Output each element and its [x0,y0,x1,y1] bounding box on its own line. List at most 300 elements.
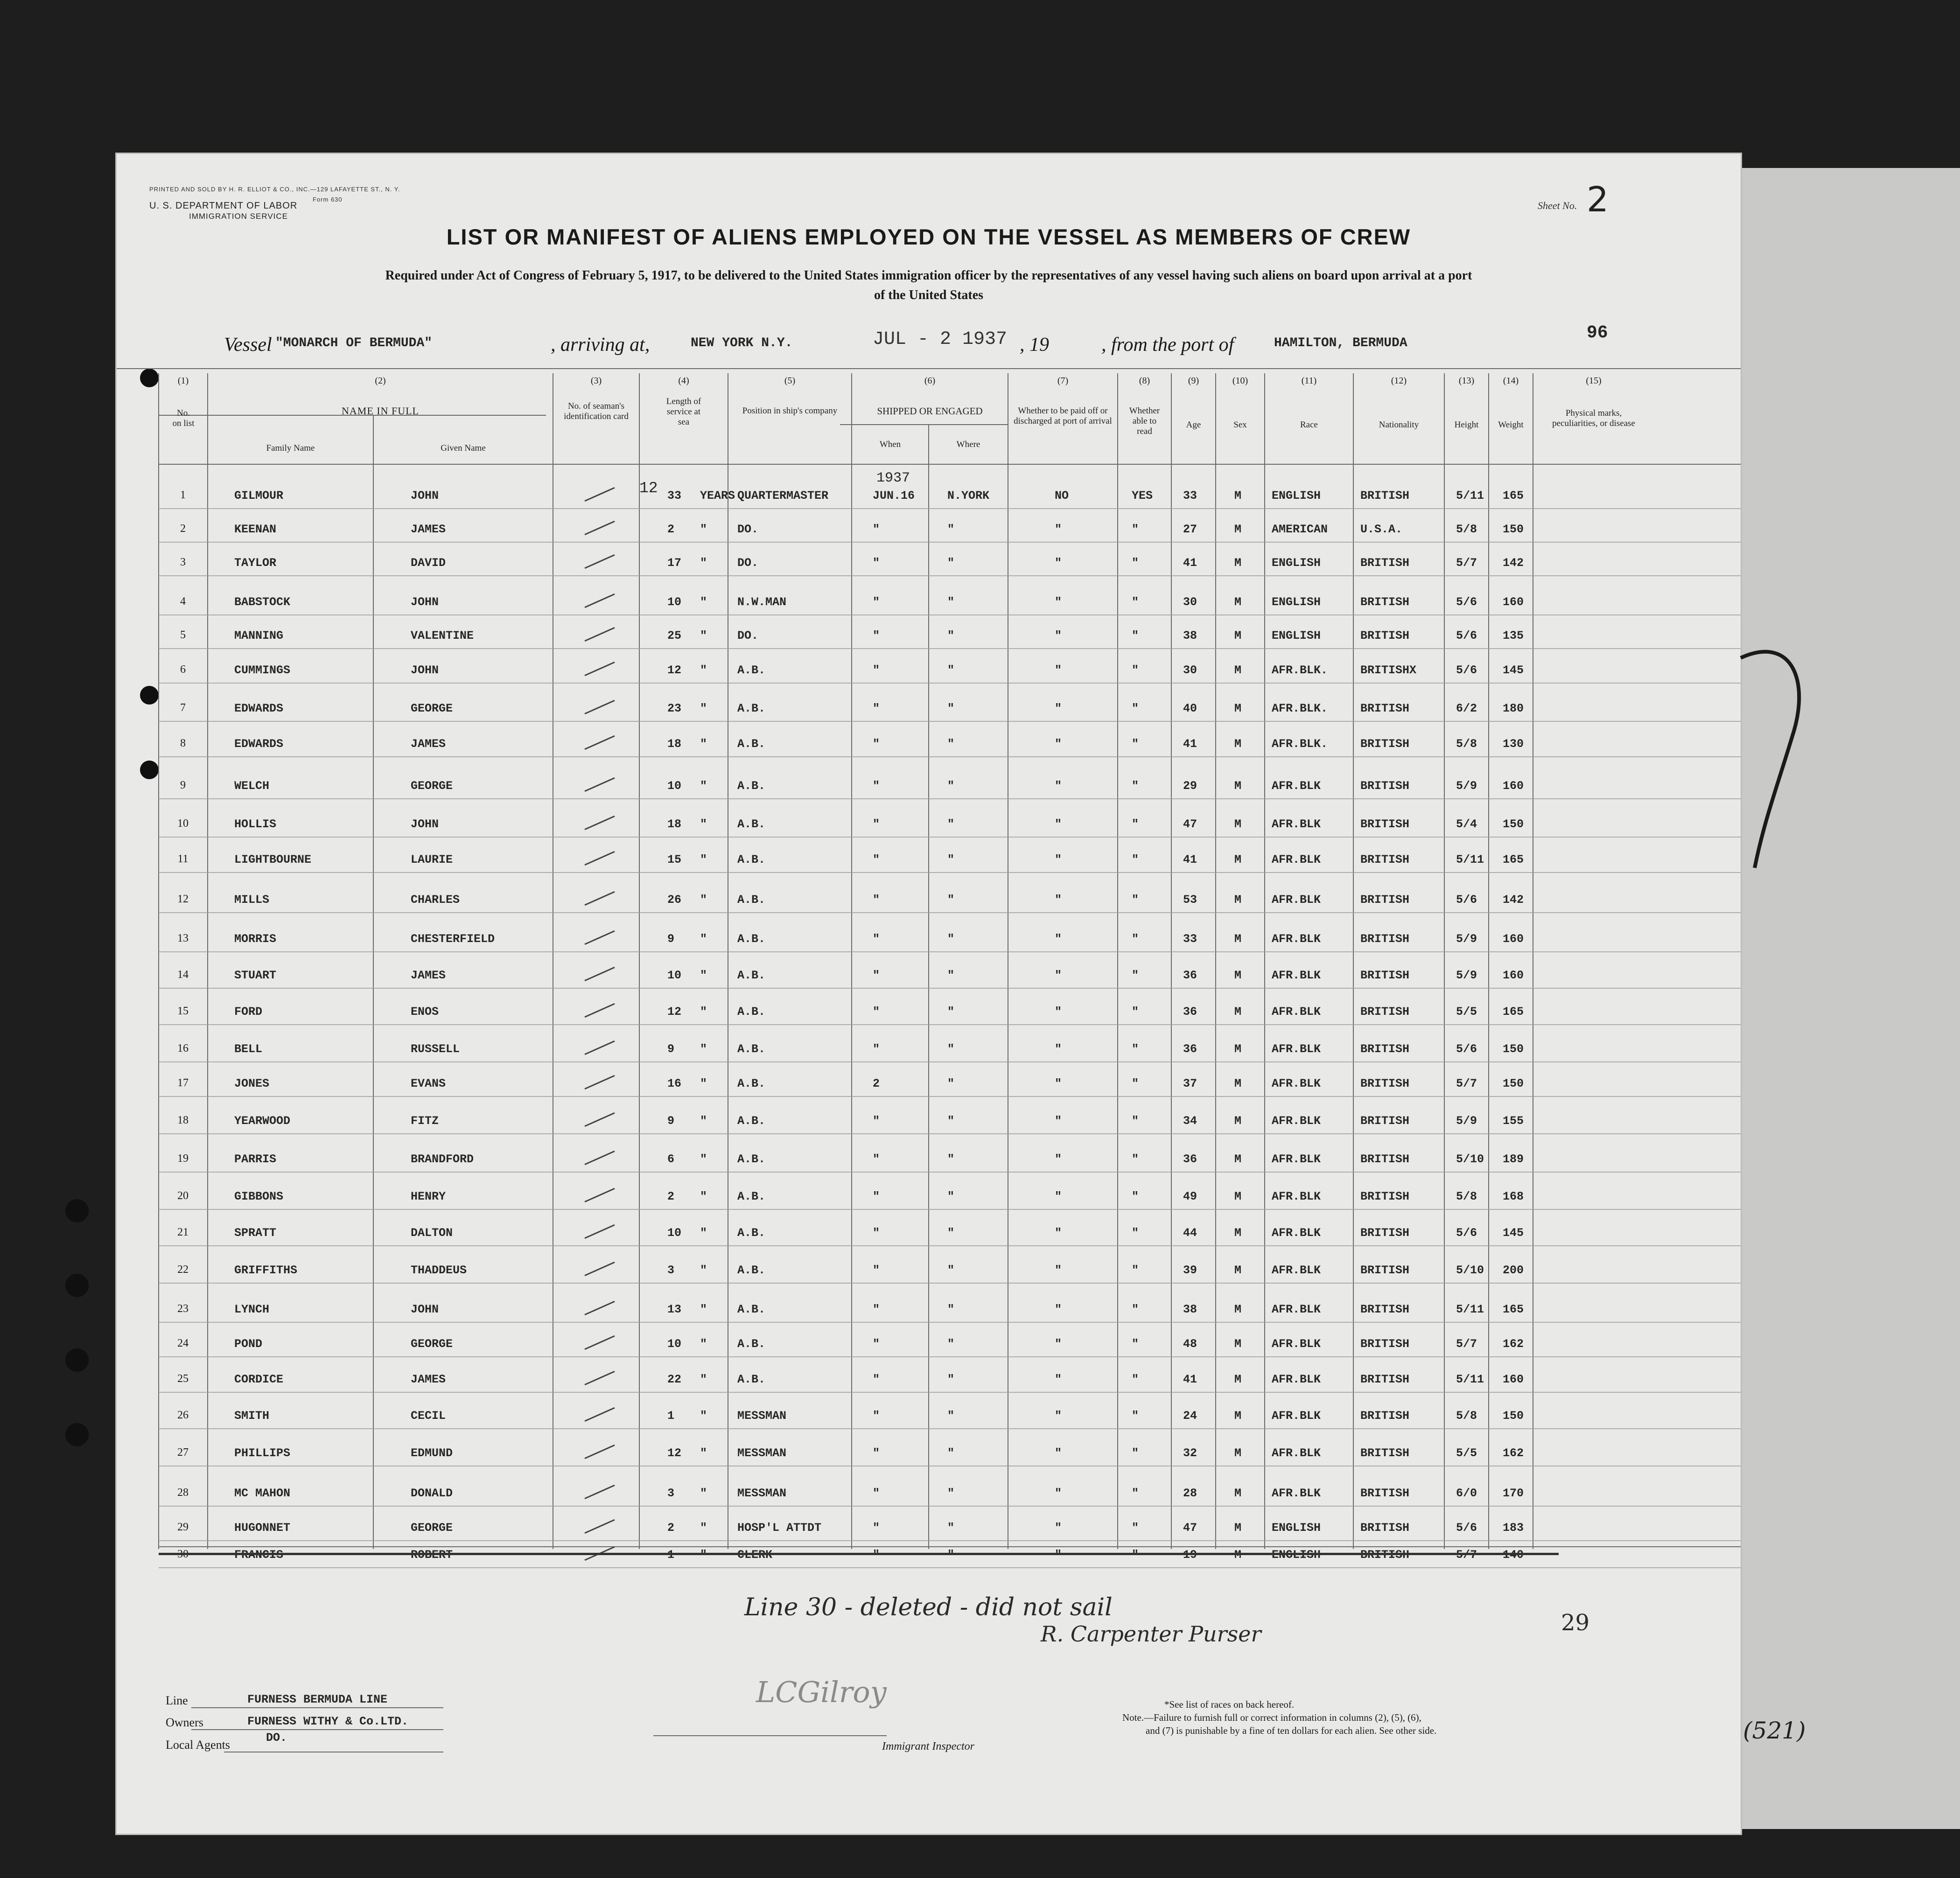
paid-off-cell: " [1055,556,1062,570]
height-cell: 5/6 [1456,595,1477,609]
shipped-where-cell: " [947,523,955,536]
shipped-where-cell: " [947,853,955,866]
race-cell: AFR.BLK [1272,1409,1321,1423]
service-length-cell: 18 [667,817,682,831]
checkmark-icon [584,487,615,502]
given-name-cell: ENOS [411,1005,439,1019]
checkmark-icon [584,851,615,866]
position-cell: A.B. [737,1042,766,1056]
sex-cell: M [1234,1190,1242,1203]
service-unit-cell: " [700,1152,707,1166]
height-cell: 5/9 [1456,969,1477,982]
able-to-read-cell: " [1132,1487,1139,1500]
row-number: 26 [177,1409,189,1421]
weight-cell: 160 [1503,595,1524,609]
checkmark-icon [584,777,615,792]
nationality-cell: BRITISH [1360,489,1410,503]
height-cell: 5/7 [1456,1337,1477,1351]
agents-label: Local Agents [166,1738,230,1752]
age-cell: 38 [1183,1303,1197,1316]
col13-number: (13) [1458,376,1475,386]
vessel-label: Vessel [224,334,272,356]
age-cell: 41 [1183,737,1197,751]
col5-number: (5) [784,376,796,386]
checkmark-icon [584,816,615,830]
race-cell: AFR.BLK [1272,1487,1321,1500]
sex-cell: M [1234,556,1242,570]
age-cell: 28 [1183,1487,1197,1500]
given-name-cell: EDMUND [411,1446,453,1460]
row-strikethrough [159,1553,1559,1555]
weight-cell: 160 [1503,779,1524,793]
service-length-cell: 13 [667,1303,682,1316]
sex-cell: M [1234,737,1242,751]
nationality-cell: BRITISH [1360,817,1410,831]
col4-number: (4) [678,376,689,386]
paid-off-cell: " [1055,932,1062,946]
age-cell: 32 [1183,1446,1197,1460]
nationality-cell: BRITISH [1360,1409,1410,1423]
nationality-cell: BRITISH [1360,893,1410,907]
sex-cell: M [1234,817,1242,831]
service-unit-cell: " [700,523,707,536]
given-name-cell: EVANS [411,1077,446,1090]
races-note: *See list of races on back hereof. [1164,1699,1295,1710]
shipped-when-cell: " [873,1114,880,1128]
age-cell: 36 [1183,1152,1197,1166]
family-name-cell: STUART [234,969,277,982]
service-length-cell: 10 [667,1226,682,1240]
checkmark-icon [584,593,615,608]
shipped-where-cell: " [947,893,955,907]
shipped-when-cell: " [873,595,880,609]
shipped-when-cell: " [873,1409,880,1423]
age-cell: 53 [1183,893,1197,907]
checkmark-icon [584,1075,615,1089]
header-shipped-engaged: SHIPPED OR ENGAGED [877,405,983,417]
given-name-cell: JOHN [411,663,439,677]
row-number: 4 [180,595,186,607]
shipped-when-cell: " [873,1521,880,1535]
weight-cell: 189 [1503,1152,1524,1166]
checkmark-icon [584,554,615,569]
height-cell: 5/6 [1456,1226,1477,1240]
position-cell: A.B. [737,1226,766,1240]
paid-off-cell: " [1055,1487,1062,1500]
row-number: 7 [180,702,186,714]
age-cell: 41 [1183,556,1197,570]
shipped-when-cell: " [873,779,880,793]
nationality-cell: BRITISH [1360,1303,1410,1316]
shipped-where-cell: " [947,1373,955,1386]
family-name-cell: PARRIS [234,1152,277,1166]
inspector-signature: LCGilroy [756,1675,887,1709]
col12-number: (12) [1391,376,1407,386]
checkmark-icon [584,1224,615,1239]
paid-off-cell: " [1055,1337,1062,1351]
service-length-cell: 25 [667,629,682,642]
service-unit-cell: " [700,663,707,677]
service-length-cell: 12 [667,1005,682,1019]
race-cell: AFR.BLK [1272,1005,1321,1019]
shipped-where-cell: " [947,779,955,793]
given-name-cell: JOHN [411,817,439,831]
service-unit-cell: " [700,702,707,715]
paid-off-cell: " [1055,737,1062,751]
family-name-cell: CORDICE [234,1373,284,1386]
service-length-cell: 2 [667,1521,675,1535]
sex-cell: M [1234,1446,1242,1460]
punch-hole [65,1423,89,1446]
line-value: FURNESS BERMUDA LINE [247,1693,388,1706]
family-name-cell: CUMMINGS [234,663,291,677]
family-name-cell: BELL [234,1042,263,1056]
able-to-read-cell: " [1132,1077,1139,1090]
shipped-where-cell: " [947,1264,955,1277]
position-cell: DO. [737,629,759,642]
nationality-cell: BRITISH [1360,932,1410,946]
race-cell: ENGLISH [1272,1521,1321,1535]
position-cell: A.B. [737,1337,766,1351]
header-paid-off: Whether to be paid off or discharged at port of arrival [1014,406,1112,426]
able-to-read-cell: " [1132,629,1139,642]
position-cell: A.B. [737,1303,766,1316]
shipped-where-cell: " [947,1152,955,1166]
shipped-where-cell: " [947,663,955,677]
weight-cell: 165 [1503,853,1524,866]
height-cell: 5/7 [1456,1077,1477,1090]
height-cell: 5/6 [1456,893,1477,907]
row-number: 3 [180,556,186,568]
service-unit-cell: " [700,1042,707,1056]
nationality-cell: BRITISH [1360,1264,1410,1277]
service-length-cell: 3 [667,1487,675,1500]
sheet-number-value: 2 [1587,180,1609,220]
family-name-cell: FORD [234,1005,263,1019]
row-number: 20 [177,1190,189,1202]
age-cell: 24 [1183,1409,1197,1423]
nationality-cell: BRITISH [1360,1487,1410,1500]
checkmark-icon [584,967,615,981]
nationality-cell: BRITISH [1360,702,1410,715]
shipped-when-cell: " [873,1264,880,1277]
shipped-when-cell: " [873,702,880,715]
age-cell: 47 [1183,817,1197,831]
paid-off-cell: " [1055,817,1062,831]
shipped-where-cell: " [947,1114,955,1128]
shipped-when-cell: " [873,932,880,946]
weight-cell: 150 [1503,1409,1524,1423]
form-number: Form 630 [313,196,343,203]
shipped-where-cell: " [947,1487,955,1500]
row-number: 23 [177,1303,189,1315]
able-to-read-cell: " [1132,1152,1139,1166]
height-cell: 5/11 [1456,853,1484,866]
row-number: 1 [180,489,186,501]
shipped-when-cell: " [873,523,880,536]
checkmark-icon [584,930,615,945]
service-unit-cell: YEARS [700,489,735,503]
age-cell: 41 [1183,853,1197,866]
family-name-cell: HOLLIS [234,817,277,831]
race-cell: AFR.BLK [1272,1114,1321,1128]
able-to-read-cell: " [1132,932,1139,946]
header-nationality: Nationality [1379,420,1419,430]
position-cell: A.B. [737,853,766,866]
weight-cell: 145 [1503,663,1524,677]
sex-cell: M [1234,702,1242,715]
position-cell: A.B. [737,1190,766,1203]
family-name-cell: BABSTOCK [234,595,291,609]
header-age: Age [1186,420,1201,430]
race-cell: AFR.BLK [1272,817,1321,831]
shipped-where-cell: " [947,1337,955,1351]
service-unit-cell: " [700,595,707,609]
service-unit-cell: " [700,893,707,907]
page-code: 96 [1587,323,1608,343]
line-label: Line [166,1694,188,1707]
punch-hole [140,686,159,705]
able-to-read-cell: " [1132,1446,1139,1460]
race-cell: AFR.BLK [1272,1190,1321,1203]
race-cell: AFR.BLK [1272,1152,1321,1166]
sex-cell: M [1234,1077,1242,1090]
arriving-label: , arriving at, [551,334,650,356]
service-length-cell: 6 [667,1152,675,1166]
col8-number: (8) [1139,376,1150,386]
family-name-cell: GIBBONS [234,1190,284,1203]
age-cell: 36 [1183,1005,1197,1019]
sex-cell: M [1234,893,1242,907]
age-cell: 34 [1183,1114,1197,1128]
age-cell: 33 [1183,489,1197,503]
given-name-cell: CHARLES [411,893,460,907]
header-shipped-when: When [879,440,901,449]
height-cell: 5/6 [1456,663,1477,677]
height-cell: 5/10 [1456,1152,1484,1166]
sex-cell: M [1234,1226,1242,1240]
paid-off-cell: " [1055,1114,1062,1128]
height-cell: 5/5 [1456,1446,1477,1460]
given-name-cell: GEORGE [411,779,453,793]
weight-cell: 165 [1503,489,1524,503]
nationality-cell: BRITISH [1360,1226,1410,1240]
family-name-cell: POND [234,1337,263,1351]
paid-off-cell: " [1055,595,1062,609]
sex-cell: M [1234,969,1242,982]
service-length-cell: 12 [667,663,682,677]
checkmark-icon [584,1407,615,1422]
race-cell: AFR.BLK. [1272,702,1328,715]
weight-cell: 142 [1503,556,1524,570]
shipped-when-cell: " [873,1446,880,1460]
shipped-where-cell: " [947,1190,955,1203]
weight-cell: 160 [1503,1373,1524,1386]
race-cell: AFR.BLK [1272,1226,1321,1240]
able-to-read-cell: " [1132,853,1139,866]
punch-hole [65,1348,89,1372]
family-name-cell: SPRATT [234,1226,277,1240]
header-name-in-full: NAME IN FULL [342,405,419,417]
position-cell: A.B. [737,817,766,831]
position-cell: A.B. [737,1077,766,1090]
header-sex: Sex [1233,420,1247,430]
service-unit-cell: " [700,969,707,982]
punch-hole [140,761,159,779]
given-name-cell: LAURIE [411,853,453,866]
position-cell: A.B. [737,1005,766,1019]
row-number: 6 [180,663,186,676]
shipped-year: 1937 [876,470,910,486]
service-length-cell: 2 [667,1190,675,1203]
age-cell: 29 [1183,779,1197,793]
given-name-cell: JAMES [411,523,446,536]
age-cell: 48 [1183,1337,1197,1351]
service-unit-cell: " [700,629,707,642]
paid-off-cell: " [1055,1152,1062,1166]
service-unit-cell: " [700,1373,707,1386]
race-cell: AFR.BLK. [1272,663,1328,677]
paid-off-cell: " [1055,1303,1062,1316]
race-cell: AFR.BLK [1272,932,1321,946]
paid-off-cell: " [1055,779,1062,793]
row-number: 16 [177,1042,189,1054]
service-unit-cell: " [700,779,707,793]
weight-cell: 145 [1503,1226,1524,1240]
row-number: 27 [177,1446,189,1459]
weight-cell: 160 [1503,932,1524,946]
shipped-when-cell: " [873,1303,880,1316]
header-shipped-where: Where [956,440,980,449]
nationality-cell: BRITISH [1360,1373,1410,1386]
age-cell: 36 [1183,1042,1197,1056]
sex-cell: M [1234,1521,1242,1535]
paid-off-cell: " [1055,1409,1062,1423]
paid-off-cell: " [1055,1264,1062,1277]
position-cell: DO. [737,523,759,536]
race-cell: ENGLISH [1272,629,1321,642]
shipped-where-cell: " [947,1077,955,1090]
service-length-cell: 17 [667,556,682,570]
race-cell: AFR.BLK [1272,1446,1321,1460]
row-number: 18 [177,1114,189,1126]
given-name-cell: CECIL [411,1409,446,1423]
nationality-cell: BRITISH [1360,1114,1410,1128]
header-length-of-service: Length of service at sea [666,397,701,427]
race-cell: AMERICAN [1272,523,1328,536]
weight-cell: 162 [1503,1337,1524,1351]
family-name-cell: EDWARDS [234,702,284,715]
shipped-where-cell: " [947,1226,955,1240]
col11-number: (11) [1301,376,1317,386]
service-length-cell: 12 [667,1446,682,1460]
given-name-cell: CHESTERFIELD [411,932,495,946]
shipped-when-cell: " [873,1487,880,1500]
shipped-where-cell: " [947,595,955,609]
sex-cell: M [1234,663,1242,677]
service-unit-cell: " [700,556,707,570]
shipped-when-cell: " [873,1042,880,1056]
weight-cell: 165 [1503,1303,1524,1316]
row-number: 22 [177,1264,189,1276]
form-title: LIST OR MANIFEST OF ALIENS EMPLOYED ON THE VESSEL AS MEMBERS OF CREW [446,224,1411,249]
checkmark-icon [584,1485,615,1499]
col15-number: (15) [1586,376,1602,386]
race-cell: AFR.BLK [1272,1373,1321,1386]
row-number: 21 [177,1226,189,1238]
family-name-cell: LIGHTBOURNE [234,853,312,866]
family-name-cell: JONES [234,1077,270,1090]
able-to-read-cell: " [1132,1521,1139,1535]
age-cell: 44 [1183,1226,1197,1240]
nationality-cell: BRITISH [1360,853,1410,866]
sex-cell: M [1234,1264,1242,1277]
height-cell: 5/6 [1456,629,1477,642]
checkmark-icon [584,662,615,676]
shipped-when-cell: " [873,737,880,751]
able-to-read-cell: " [1132,1114,1139,1128]
race-cell: ENGLISH [1272,489,1321,503]
weight-cell: 168 [1503,1190,1524,1203]
nationality-cell: BRITISH [1360,595,1410,609]
sex-cell: M [1234,932,1242,946]
sex-cell: M [1234,779,1242,793]
position-cell: A.B. [737,1114,766,1128]
shipped-when-cell: " [873,629,880,642]
height-cell: 5/8 [1456,1190,1477,1203]
given-name-cell: DONALD [411,1487,453,1500]
able-to-read-cell: " [1132,1373,1139,1386]
family-name-cell: MILLS [234,893,270,907]
checkmark-icon [584,1519,615,1534]
family-name-cell: KEENAN [234,523,277,536]
given-name-cell: GEORGE [411,1521,453,1535]
age-cell: 40 [1183,702,1197,715]
race-cell: ENGLISH [1272,556,1321,570]
service-length-cell: 26 [667,893,682,907]
family-name-cell: GILMOUR [234,489,284,503]
row-number: 14 [177,969,189,981]
given-name-cell: JOHN [411,595,439,609]
nationality-cell: BRITISH [1360,1042,1410,1056]
shipped-where-cell: " [947,737,955,751]
service-unit-cell: " [700,1190,707,1203]
position-cell: N.W.MAN [737,595,787,609]
nationality-cell: BRITISH [1360,1077,1410,1090]
checkmark-icon [584,1262,615,1276]
position-cell: QUARTERMASTER [737,489,829,503]
race-cell: AFR.BLK [1272,779,1321,793]
age-cell: 27 [1183,523,1197,536]
punch-hole [140,369,159,387]
race-cell: AFR.BLK. [1272,737,1328,751]
row-number: 13 [177,932,189,944]
penalty-note-2: and (7) is punishable by a fine of ten dollars for each alien. See other side. [1146,1725,1437,1736]
position-cell: A.B. [737,1373,766,1386]
family-name-cell: GRIFFITHS [234,1264,298,1277]
service-length-cell: 22 [667,1373,682,1386]
subtitle-line-2: of the United States [874,288,984,302]
nationality-cell: BRITISH [1360,1005,1410,1019]
shipped-where-cell: " [947,556,955,570]
service-length-cell: 15 [667,853,682,866]
arriving-port: NEW YORK N.Y. [691,336,793,350]
nationality-cell: BRITISH [1360,1337,1410,1351]
able-to-read-cell: " [1132,595,1139,609]
position-cell: A.B. [737,893,766,907]
height-cell: 5/6 [1456,1042,1477,1056]
service-length-cell: 9 [667,932,675,946]
